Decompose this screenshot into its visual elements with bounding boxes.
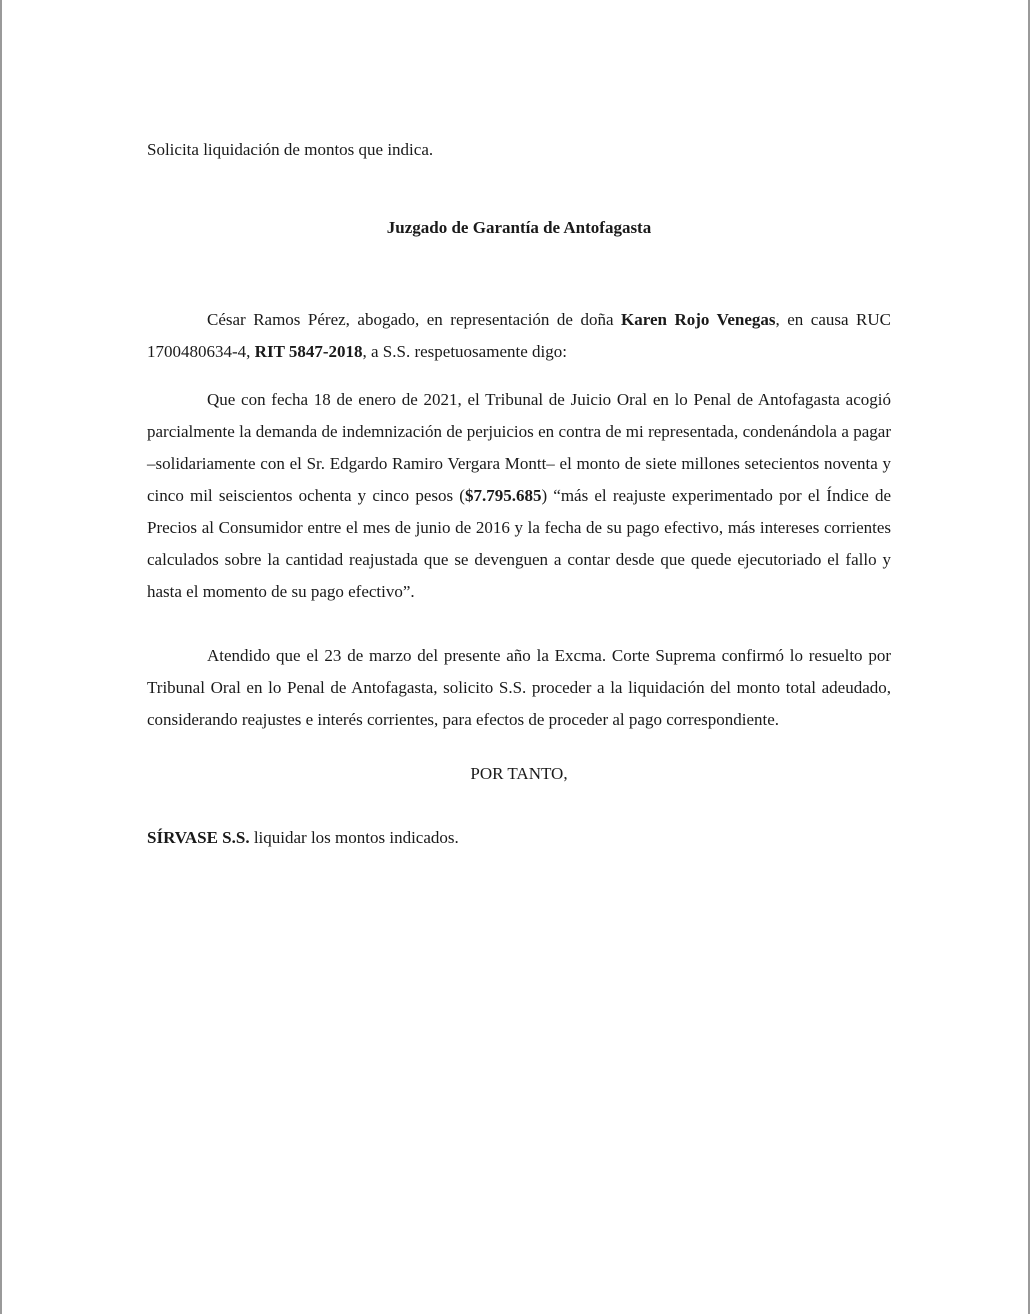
appearance-text-3: , a S.S. respetuosamente digo:: [362, 342, 567, 361]
client-name: Karen Rojo Venegas: [621, 310, 776, 329]
background-text-2: ) “más el reajuste experimentado por el Índice de Precios al Consumidor entre el mes de junio de 2016 y la fecha de su pago efectivo, más intereses corrientes calculados sobre la cantidad reajustada que se devenguen a contar desde que quede ejecutoriado el fallo y hasta el momento de su pago efectivo”.: [147, 486, 892, 601]
rit-number: RIT 5847-2018: [254, 342, 363, 361]
sumilla: Solicita liquidación de montos que indica.: [147, 140, 434, 159]
appearance-text-2: , en causa RUC 1700480634-4,: [147, 310, 891, 361]
petitorio-text: liquidar los montos indicados.: [249, 828, 459, 847]
petitorio: [147, 822, 891, 854]
amount-value: $7.795.685: [464, 486, 542, 505]
paragraph-appearance: [147, 304, 891, 368]
document-body: [147, 136, 891, 854]
paragraph-request: Atendido que el 23 de marzo del presente año la Excma. Corte Suprema confirmó lo resuelto por Tribunal Oral en lo Penal de Antofagasta, solicito S.S. proceder a la liquidación del monto total adeudado, considerando reajustes e interés corrientes, para efectos de proceder al pago correspondiente.: [147, 646, 891, 729]
court-heading: Juzgado de Garantía de Antofagasta: [386, 218, 652, 237]
paragraph-background: [147, 384, 891, 608]
appearance-text-1: César Ramos Pérez, abogado, en representación de doña: [207, 310, 622, 329]
petitorio-bold: SÍRVASE S.S.: [147, 828, 250, 847]
background-text-1: Que con fecha 18 de enero de 2021, el Tribunal de Juicio Oral en lo Penal de Antofagasta acogió parcialmente la demanda de indemnización de perjuicios en contra de mi representada, condenándola a pagar –solidariamente con el Sr. Edgardo Ramiro Vergara Montt– el monto de siete millones setecientos noventa y cinco mil seiscientos ochenta y cinco pesos (: [147, 390, 891, 505]
por-tanto: POR TANTO,: [470, 764, 568, 783]
